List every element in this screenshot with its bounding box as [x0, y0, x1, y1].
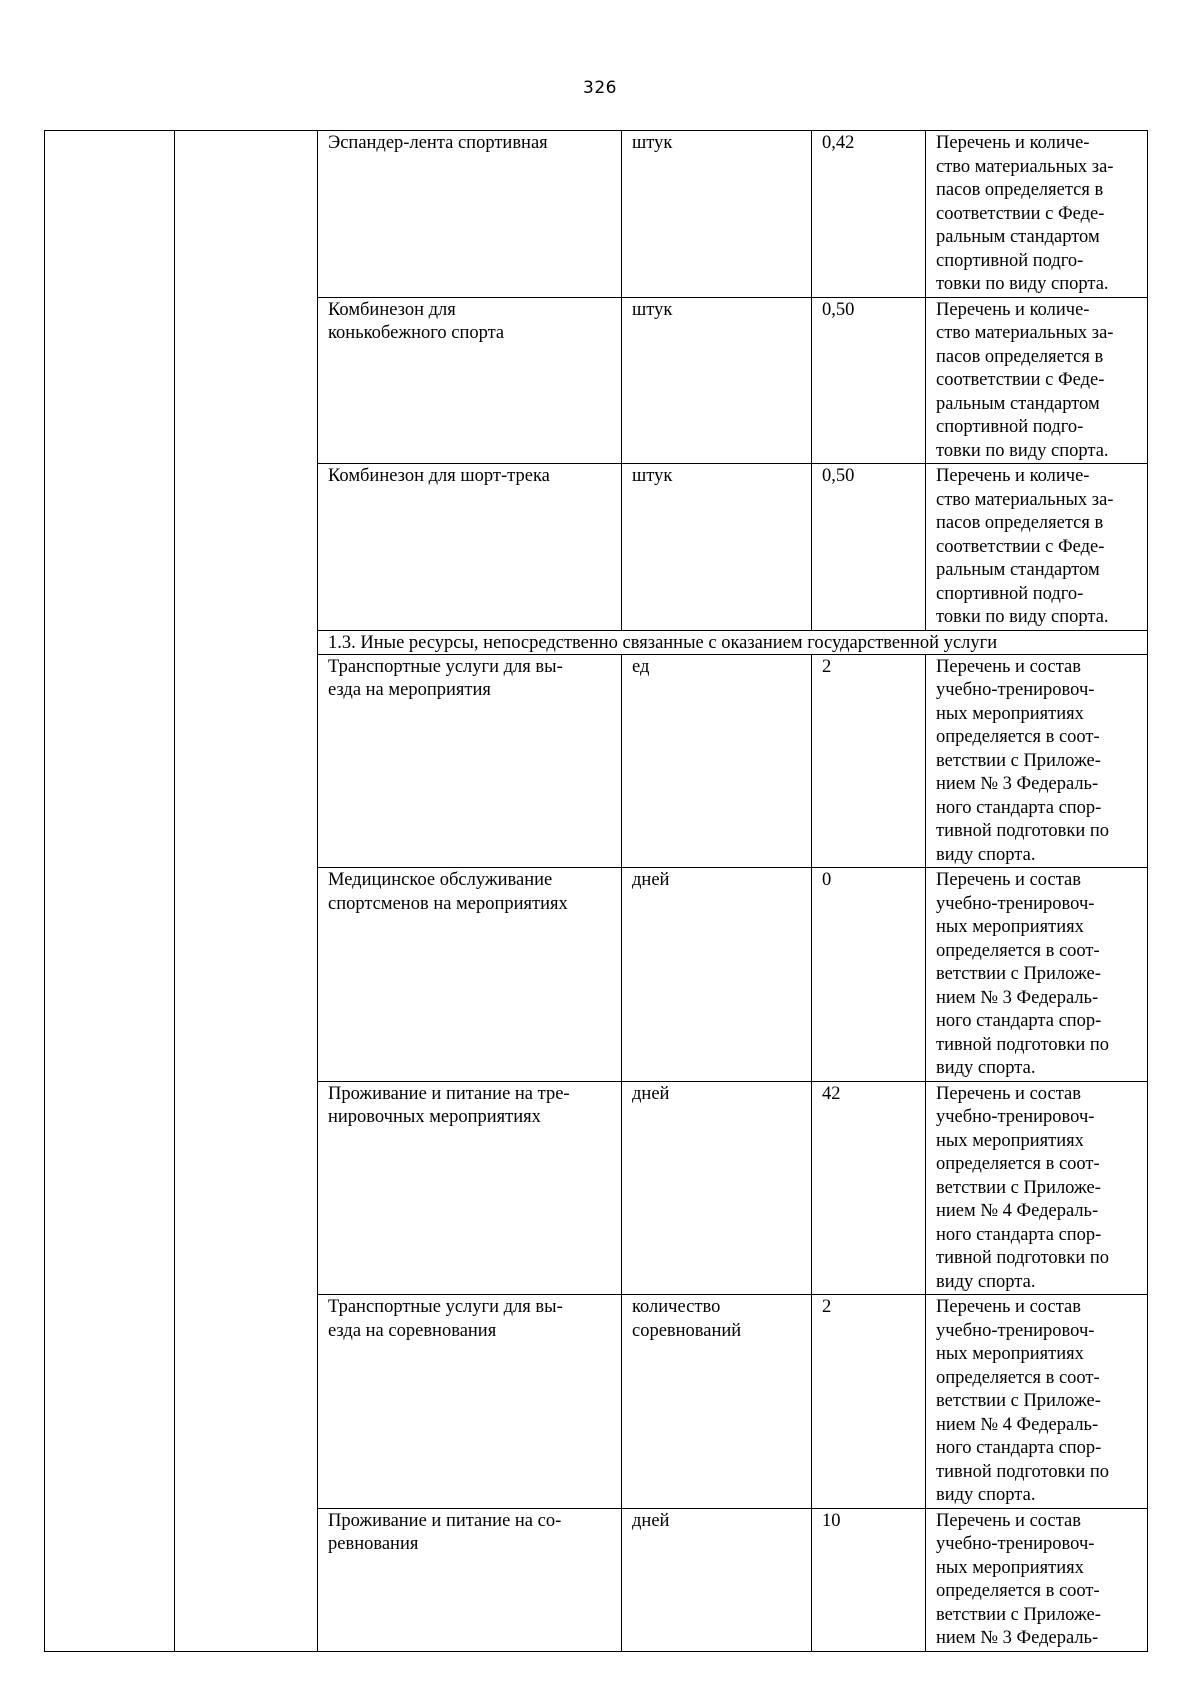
- resource-unit: штук: [622, 464, 812, 631]
- resource-unit: штук: [622, 131, 812, 298]
- resource-value: 2: [812, 654, 926, 868]
- resource-value: 0: [812, 868, 926, 1082]
- resource-note: Перечень и состав учебно-тренировоч- ных мероприятиях определяется в соот- ветствии с Приложе- нием № 4 Федераль- ного стандарта спор- тивной подготовки по виду спорта.: [926, 1081, 1148, 1295]
- empty-column-2: [175, 131, 318, 1652]
- resource-value: 10: [812, 1508, 926, 1651]
- resource-value: 42: [812, 1081, 926, 1295]
- resource-unit: дней: [622, 1508, 812, 1651]
- resource-note: Перечень и состав учебно-тренировоч- ных мероприятиях определяется в соот- ветствии с Приложе- нием № 3 Федераль-: [926, 1508, 1148, 1651]
- resources-table: [44, 130, 1148, 1652]
- page-number: 326: [583, 78, 617, 98]
- resource-name: Проживание и питание на тре- нировочных мероприятиях: [318, 1081, 622, 1295]
- resource-unit: ед: [622, 654, 812, 868]
- resource-note: Перечень и количе- ство материальных за- пасов определяется в соответствии с Феде- ральным стандартом спортивной подго- товки по виду спорта.: [926, 297, 1148, 464]
- resource-value: 0,50: [812, 464, 926, 631]
- resource-name: Эспандер-лента спортивная: [318, 131, 622, 298]
- resource-value: 0,42: [812, 131, 926, 298]
- section-title: 1.3. Иные ресурсы, непосредственно связанные с оказанием государственной услуги: [318, 630, 1148, 654]
- resource-note: Перечень и количе- ство материальных за- пасов определяется в соответствии с Феде- ральным стандартом спортивной подго- товки по виду спорта.: [926, 131, 1148, 298]
- resource-value: 0,50: [812, 297, 926, 464]
- resource-unit: количество соревнований: [622, 1295, 812, 1509]
- resource-note: Перечень и состав учебно-тренировоч- ных мероприятиях определяется в соот- ветствии с Приложе- нием № 3 Федераль- ного стандарта спор- тивной подготовки по виду спорта.: [926, 654, 1148, 868]
- resource-unit: дней: [622, 868, 812, 1082]
- resource-name: Транспортные услуги для вы- езда на соревнования: [318, 1295, 622, 1509]
- resource-value: 2: [812, 1295, 926, 1509]
- resource-name: Комбинезон для конькобежного спорта: [318, 297, 622, 464]
- resource-note: Перечень и состав учебно-тренировоч- ных мероприятиях определяется в соот- ветствии с Приложе- нием № 3 Федераль- ного стандарта спор- тивной подготовки по виду спорта.: [926, 868, 1148, 1082]
- table-row: [45, 131, 1148, 298]
- resource-unit: штук: [622, 297, 812, 464]
- resource-name: Комбинезон для шорт-трека: [318, 464, 622, 631]
- resource-name: Медицинское обслуживание спортсменов на мероприятиях: [318, 868, 622, 1082]
- resource-name: Проживание и питание на со- ревнования: [318, 1508, 622, 1651]
- resource-unit: дней: [622, 1081, 812, 1295]
- empty-column-1: [45, 131, 175, 1652]
- resource-note: Перечень и состав учебно-тренировоч- ных мероприятиях определяется в соот- ветствии с Приложе- нием № 4 Федераль- ного стандарта спор- тивной подготовки по виду спорта.: [926, 1295, 1148, 1509]
- resource-name: Транспортные услуги для вы- езда на мероприятия: [318, 654, 622, 868]
- resource-note: Перечень и количе- ство материальных за- пасов определяется в соответствии с Феде- ральным стандартом спортивной подго- товки по виду спорта.: [926, 464, 1148, 631]
